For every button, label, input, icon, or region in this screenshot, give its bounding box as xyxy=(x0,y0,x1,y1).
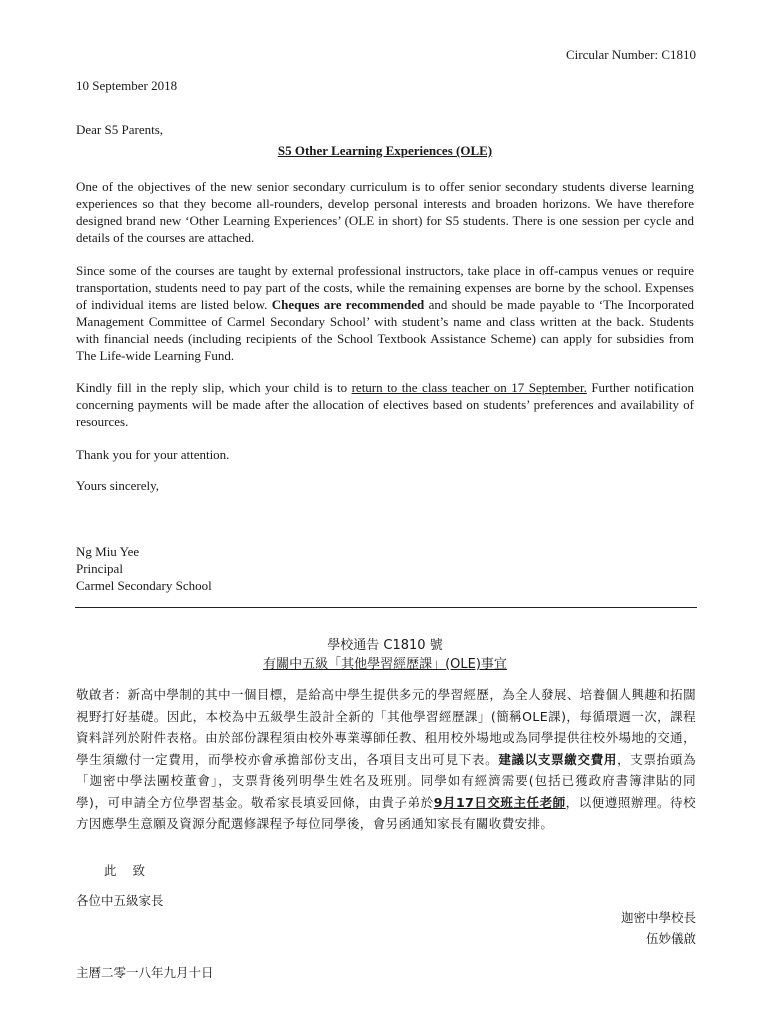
letter-title: S5 Other Learning Experiences (OLE) xyxy=(277,143,493,158)
chinese-cizhi: 此 致 xyxy=(104,863,151,878)
chinese-cheque-recommend: 建議以支票繳交費用 xyxy=(498,751,618,767)
return-deadline-text: return to the class teacher on 17 September. xyxy=(351,380,587,395)
chinese-body xyxy=(76,684,696,835)
paragraph-costs xyxy=(76,262,694,364)
chinese-notice-number: 學校通告 C1810 號 xyxy=(327,638,443,653)
signatory-name: Ng Miu Yee xyxy=(76,544,140,559)
chinese-date: 主曆二零一八年九月十日 xyxy=(76,965,214,980)
chinese-body-text-b: ，支票抬頭為「迦密中學法團校董會」，支票背後列明學生姓名及班別。同學如有經濟需要(包括已獲政府書簿津貼的同學)，可申請全方位學習基金。敬希家長填妥回條，由貴子弟於 xyxy=(76,751,696,810)
paragraph-costs-text-b: and should be made payable to ‘The Incorporated Management Committee of Carmel Secondary School’ with student’s name and class written at the back. Students with financial needs (including recipients of the School Textbook Assistance Scheme) can apply for subsidies from The Life-wide Learning Fund. xyxy=(76,297,694,363)
chinese-body-text-c: ，以便遵照辦理。待校方因應學生意願及資源分配選修課程予每位同學後，會另函通知家長有關收費安排。 xyxy=(76,794,696,831)
paragraph-reply-text-a: Kindly fill in the reply slip, which your child is to xyxy=(76,380,352,395)
chinese-addressee: 各位中五級家長 xyxy=(76,893,164,908)
section-divider xyxy=(75,607,697,608)
chinese-body-text-a: 敬啟者：新高中學制的其中一個目標，是給高中學生提供多元的學習經歷，為全人發展、培養個人興趣和拓闊視野打好基礎。因此，本校為中五級學生設計全新的「其他學習經歷課」(簡稱OLE課)，每循環週一次，課程資料詳列於附件表格。由於部份課程須由校外專業導師任教、租用校外場地或為同學提供往校外場地的交通，學生須繳付一定費用，而學校亦會承擔部份支出，各項目支出可見下表。 xyxy=(76,687,696,767)
chinese-sign-name: 伍妙儀啟 xyxy=(645,931,696,946)
letter-date: 10 September 2018 xyxy=(76,78,178,93)
cheques-recommended-text: Cheques are recommended xyxy=(271,297,425,312)
chinese-signature xyxy=(621,907,696,949)
chinese-return-deadline: 9月17日交班主任老師 xyxy=(433,794,566,810)
signature-block xyxy=(76,543,212,594)
chinese-title: 有關中五級「其他學習經歷課」(OLE)事宜 xyxy=(263,657,507,672)
paragraph-costs-text-a: Since some of the courses are taught by external professional instructors, take place in off-campus venues or require transportation, students need to pay part of the costs, while the remaining expenses are borne by the school. Expenses of individual items are listed below. xyxy=(76,263,694,312)
signatory-school: Carmel Secondary School xyxy=(76,578,212,593)
paragraph-objectives: One of the objectives of the new senior secondary curriculum is to offer senior secondary students diverse learning experiences so that they become all-rounders, develop personal interests and broaden horizons. We have therefore designed brand new ‘Other Learning Experiences’ (OLE in short) for S5 students. There is one session per cycle and details of the courses are attached. xyxy=(76,179,694,245)
chinese-sign-school: 迦密中學校長 xyxy=(620,910,696,925)
paragraph-reply-slip xyxy=(76,379,694,430)
thanks-line: Thank you for your attention. xyxy=(76,447,230,462)
paragraph-reply-text-b: Further notification concerning payments will be made after the allocation of electives based on students’ preferences and availability of resources. xyxy=(76,380,695,429)
salutation: Dear S5 Parents, xyxy=(76,122,164,137)
closing-line: Yours sincerely, xyxy=(76,478,160,493)
signatory-position: Principal xyxy=(76,561,123,576)
circular-number: Circular Number: C1810 xyxy=(566,47,696,62)
